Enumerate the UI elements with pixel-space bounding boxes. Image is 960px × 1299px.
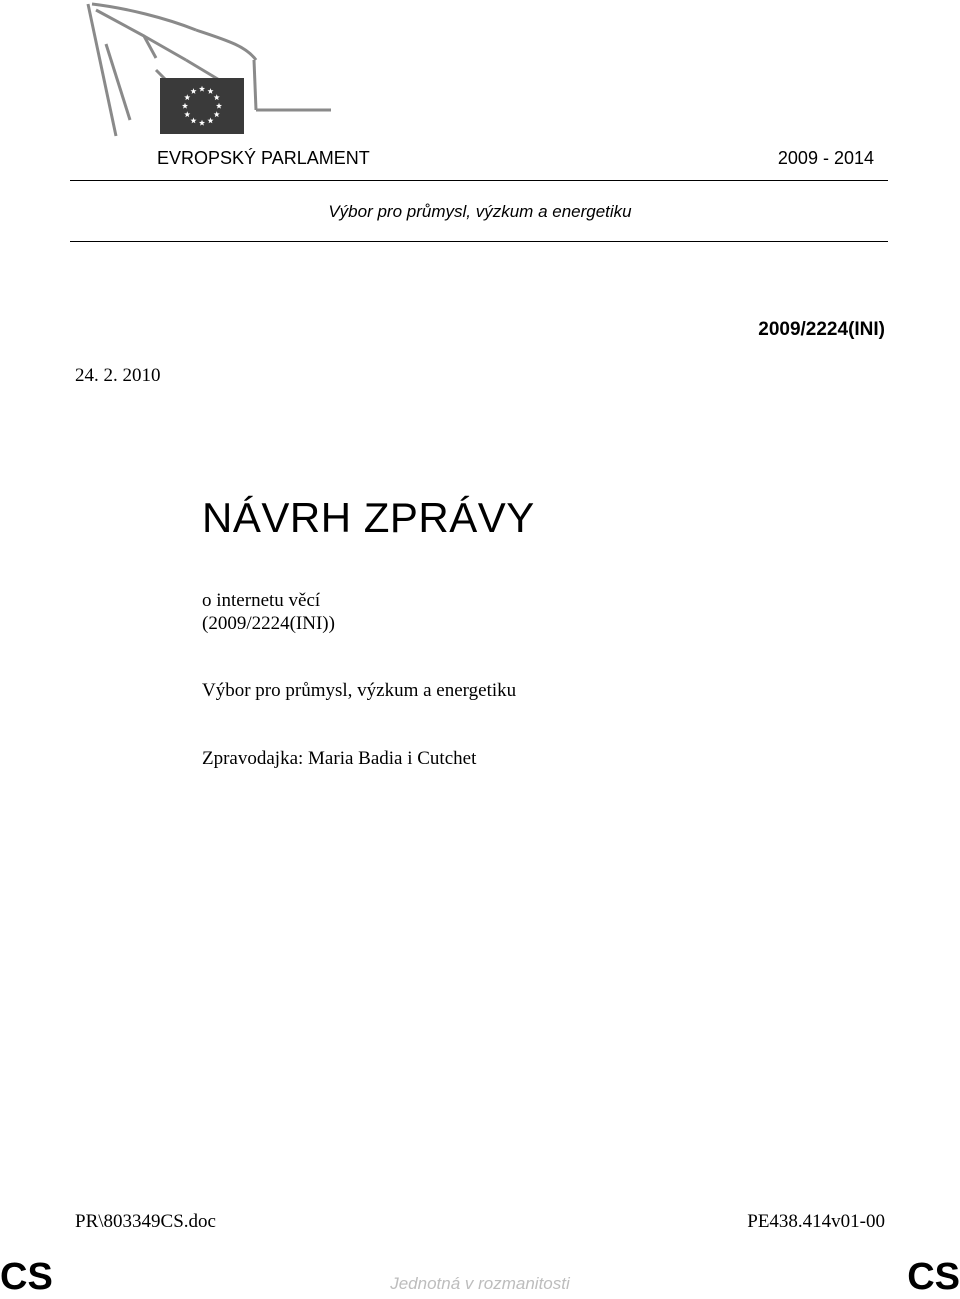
document-title: NÁVRH ZPRÁVY <box>202 494 535 541</box>
subject-procedure: (2009/2224(INI)) <box>202 613 335 634</box>
subject <box>202 589 335 635</box>
institution-name: EVROPSKÝ PARLAMENT <box>157 148 370 168</box>
pe-reference: PE438.414v01-00 <box>747 1211 885 1232</box>
procedure-reference: 2009/2224(INI) <box>758 319 885 340</box>
committee-name: Výbor pro průmysl, výzkum a energetiku <box>202 680 517 701</box>
document-date: 24. 2. 2010 <box>75 365 161 386</box>
subject-line: o internetu věcí <box>202 590 321 611</box>
language-code-right: CS <box>907 1256 960 1298</box>
language-code-left: CS <box>0 1256 53 1298</box>
header-rule-bottom <box>70 241 888 242</box>
committee-header: Výbor pro průmysl, výzkum a energetiku <box>328 202 632 221</box>
eu-motto: Jednotná v rozmanitosti <box>390 1274 570 1293</box>
rapporteur: Zpravodajka: Maria Badia i Cutchet <box>202 748 477 769</box>
header-rule-top <box>70 180 888 181</box>
file-reference: PR\803349CS.doc <box>75 1211 216 1232</box>
parliamentary-term: 2009 - 2014 <box>777 148 874 168</box>
european-parliament-logo <box>86 0 336 140</box>
